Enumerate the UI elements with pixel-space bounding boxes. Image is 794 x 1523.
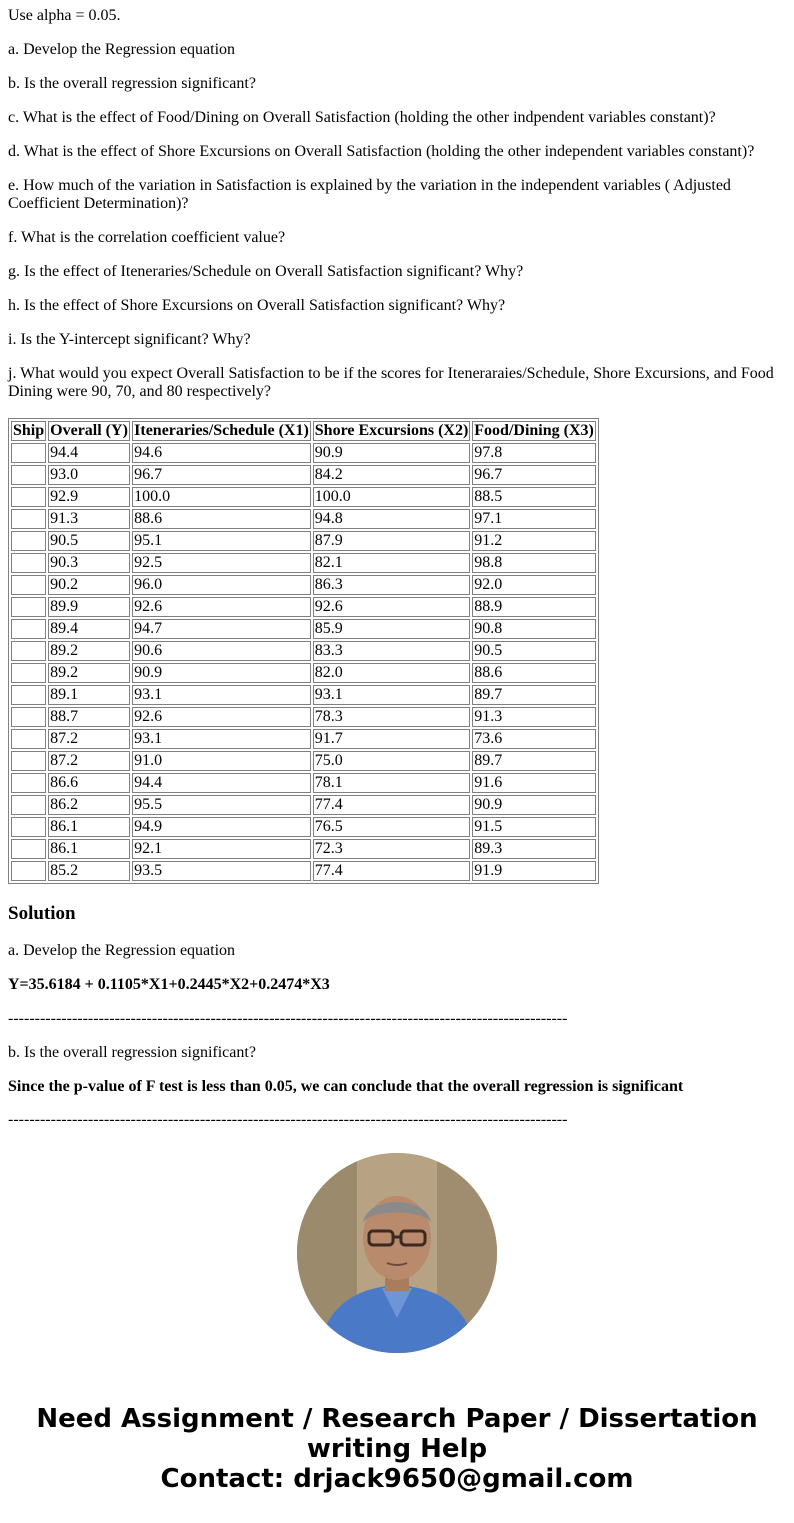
cell-food-dining: 91.5 <box>472 817 596 837</box>
cell-ship <box>11 839 46 859</box>
cell-iteneraries: 92.6 <box>132 597 311 617</box>
solution-a-answer: Y=35.6184 + 0.1105*X1+0.2445*X2+0.2474*X3 <box>8 976 330 993</box>
table-header-row <box>11 421 596 441</box>
cell-food-dining: 90.9 <box>472 795 596 815</box>
cell-ship <box>11 861 46 881</box>
cell-shore-excursions: 90.9 <box>313 443 471 463</box>
cell-ship <box>11 597 46 617</box>
cell-shore-excursions: 76.5 <box>313 817 471 837</box>
solution-b-answer: Since the p-value of F test is less than 0.05, we can conclude that the overall regression is significant <box>8 1078 684 1095</box>
cell-overall: 87.2 <box>48 751 130 771</box>
cell-ship <box>11 641 46 661</box>
cell-shore-excursions: 75.0 <box>313 751 471 771</box>
cell-ship <box>11 795 46 815</box>
cell-shore-excursions: 77.4 <box>313 795 471 815</box>
cell-ship <box>11 817 46 837</box>
table-row <box>11 619 596 639</box>
intro-text: Use alpha = 0.05. <box>8 7 121 24</box>
cell-shore-excursions: 84.2 <box>313 465 471 485</box>
cell-overall: 90.2 <box>48 575 130 595</box>
cell-ship <box>11 773 46 793</box>
cell-ship <box>11 685 46 705</box>
question-f: f. What is the correlation coefficient value? <box>8 229 286 246</box>
cell-overall: 93.0 <box>48 465 130 485</box>
cell-shore-excursions: 72.3 <box>313 839 471 859</box>
cell-overall: 90.3 <box>48 553 130 573</box>
cell-shore-excursions: 85.9 <box>313 619 471 639</box>
header-ship: Ship <box>13 422 45 439</box>
cell-iteneraries: 94.4 <box>132 773 311 793</box>
table-row <box>11 509 596 529</box>
table-row <box>11 531 596 551</box>
cell-overall: 87.2 <box>48 729 130 749</box>
cell-shore-excursions: 87.9 <box>313 531 471 551</box>
cell-ship <box>11 531 46 551</box>
cell-iteneraries: 95.1 <box>132 531 311 551</box>
cell-shore-excursions: 91.7 <box>313 729 471 749</box>
cell-overall: 86.1 <box>48 817 130 837</box>
cell-iteneraries: 92.5 <box>132 553 311 573</box>
cell-food-dining: 98.8 <box>472 553 596 573</box>
cell-iteneraries: 93.1 <box>132 729 311 749</box>
cell-food-dining: 90.8 <box>472 619 596 639</box>
cell-overall: 94.4 <box>48 443 130 463</box>
cell-shore-excursions: 82.0 <box>313 663 471 683</box>
cell-food-dining: 91.6 <box>472 773 596 793</box>
question-h: h. Is the effect of Shore Excursions on Overall Satisfaction significant? Why? <box>8 297 506 314</box>
cell-food-dining: 88.5 <box>472 487 596 507</box>
cell-iteneraries: 93.5 <box>132 861 311 881</box>
cell-shore-excursions: 82.1 <box>313 553 471 573</box>
cell-ship <box>11 729 46 749</box>
table-row <box>11 729 596 749</box>
table-row <box>11 641 596 661</box>
data-table <box>8 418 599 884</box>
separator-2: --------------------------------------------------------------------------------------------------------- <box>8 1111 568 1128</box>
cell-food-dining: 89.7 <box>472 685 596 705</box>
cell-ship <box>11 487 46 507</box>
cell-shore-excursions: 100.0 <box>313 487 471 507</box>
cell-food-dining: 88.6 <box>472 663 596 683</box>
cell-overall: 92.9 <box>48 487 130 507</box>
cell-overall: 88.7 <box>48 707 130 727</box>
table-row <box>11 839 596 859</box>
cell-shore-excursions: 86.3 <box>313 575 471 595</box>
cell-iteneraries: 95.5 <box>132 795 311 815</box>
cell-iteneraries: 96.7 <box>132 465 311 485</box>
table-row <box>11 443 596 463</box>
cell-iteneraries: 90.6 <box>132 641 311 661</box>
question-c: c. What is the effect of Food/Dining on Overall Satisfaction (holding the other indpendent variables constant)? <box>8 109 716 126</box>
cell-iteneraries: 90.9 <box>132 663 311 683</box>
cell-food-dining: 91.3 <box>472 707 596 727</box>
cell-iteneraries: 92.6 <box>132 707 311 727</box>
cell-iteneraries: 88.6 <box>132 509 311 529</box>
avatar <box>297 1153 497 1353</box>
cell-food-dining: 92.0 <box>472 575 596 595</box>
question-b: b. Is the overall regression significant? <box>8 75 256 92</box>
cell-ship <box>11 553 46 573</box>
cell-shore-excursions: 78.1 <box>313 773 471 793</box>
cell-food-dining: 97.8 <box>472 443 596 463</box>
table-row <box>11 817 596 837</box>
cell-overall: 91.3 <box>48 509 130 529</box>
question-a: a. Develop the Regression equation <box>8 41 236 58</box>
table-row <box>11 773 596 793</box>
cell-iteneraries: 93.1 <box>132 685 311 705</box>
cell-iteneraries: 92.1 <box>132 839 311 859</box>
cell-overall: 89.2 <box>48 663 130 683</box>
question-g: g. Is the effect of Iteneraries/Schedule on Overall Satisfaction significant? Why? <box>8 263 524 280</box>
table-row <box>11 795 596 815</box>
promo-line-2: writing Help <box>306 1434 488 1464</box>
table-row <box>11 751 596 771</box>
solution-b-question: b. Is the overall regression significant? <box>8 1044 256 1061</box>
cell-shore-excursions: 78.3 <box>313 707 471 727</box>
header-iteneraries: Iteneraries/Schedule (X1) <box>134 422 309 439</box>
header-food-dining: Food/Dining (X3) <box>474 422 594 439</box>
cell-food-dining: 91.2 <box>472 531 596 551</box>
table-row <box>11 707 596 727</box>
cell-overall: 86.2 <box>48 795 130 815</box>
cell-overall: 89.4 <box>48 619 130 639</box>
cell-food-dining: 90.5 <box>472 641 596 661</box>
cell-ship <box>11 443 46 463</box>
cell-iteneraries: 94.7 <box>132 619 311 639</box>
cell-food-dining: 89.7 <box>472 751 596 771</box>
promo-line-1: Need Assignment / Research Paper / Dissertation <box>36 1404 758 1434</box>
cell-shore-excursions: 77.4 <box>313 861 471 881</box>
cell-shore-excursions: 83.3 <box>313 641 471 661</box>
table-row <box>11 487 596 507</box>
question-i: i. Is the Y-intercept significant? Why? <box>8 331 251 348</box>
table-row <box>11 861 596 881</box>
table-body <box>11 443 596 881</box>
table-row <box>11 597 596 617</box>
cell-food-dining: 73.6 <box>472 729 596 749</box>
cell-shore-excursions: 94.8 <box>313 509 471 529</box>
cell-ship <box>11 575 46 595</box>
cell-ship <box>11 663 46 683</box>
cell-overall: 89.2 <box>48 641 130 661</box>
cell-ship <box>11 619 46 639</box>
solution-heading: Solution <box>8 903 76 924</box>
question-e: e. How much of the variation in Satisfaction is explained by the variation in the independent variables ( Adjusted Coefficient Determination)? <box>8 177 731 212</box>
cell-overall: 85.2 <box>48 861 130 881</box>
solution-a-question: a. Develop the Regression equation <box>8 942 236 959</box>
cell-food-dining: 89.3 <box>472 839 596 859</box>
question-j: j. What would you expect Overall Satisfaction to be if the scores for Iteneraraies/Schedule, Shore Excursions, and Food Dining were 90, 70, and 80 respectively? <box>8 365 774 400</box>
header-overall: Overall (Y) <box>48 421 130 441</box>
separator-1: --------------------------------------------------------------------------------------------------------- <box>8 1010 568 1027</box>
cell-iteneraries: 94.9 <box>132 817 311 837</box>
table-row <box>11 663 596 683</box>
cell-iteneraries: 96.0 <box>132 575 311 595</box>
table-row <box>11 575 596 595</box>
cell-overall: 89.1 <box>48 685 130 705</box>
cell-ship <box>11 707 46 727</box>
table-row <box>11 553 596 573</box>
cell-overall: 90.5 <box>48 531 130 551</box>
cell-overall: 86.6 <box>48 773 130 793</box>
question-d: d. What is the effect of Shore Excursions on Overall Satisfaction (holding the other independent variables constant)? <box>8 143 755 160</box>
cell-overall: 86.1 <box>48 839 130 859</box>
avatar-portrait <box>297 1153 497 1353</box>
header-shore-excursions: Shore Excursions (X2) <box>314 422 469 439</box>
promo-contact: Contact: drjack9650@gmail.com <box>160 1464 634 1494</box>
cell-ship <box>11 465 46 485</box>
table-row <box>11 465 596 485</box>
cell-shore-excursions: 92.6 <box>313 597 471 617</box>
cell-food-dining: 91.9 <box>472 861 596 881</box>
cell-iteneraries: 100.0 <box>132 487 311 507</box>
table-row <box>11 685 596 705</box>
cell-shore-excursions: 93.1 <box>313 685 471 705</box>
cell-overall: 89.9 <box>48 597 130 617</box>
cell-food-dining: 88.9 <box>472 597 596 617</box>
cell-iteneraries: 94.6 <box>132 443 311 463</box>
cell-iteneraries: 91.0 <box>132 751 311 771</box>
cell-ship <box>11 509 46 529</box>
promo-banner <box>0 1404 794 1494</box>
cell-food-dining: 96.7 <box>472 465 596 485</box>
cell-food-dining: 97.1 <box>472 509 596 529</box>
cell-ship <box>11 751 46 771</box>
